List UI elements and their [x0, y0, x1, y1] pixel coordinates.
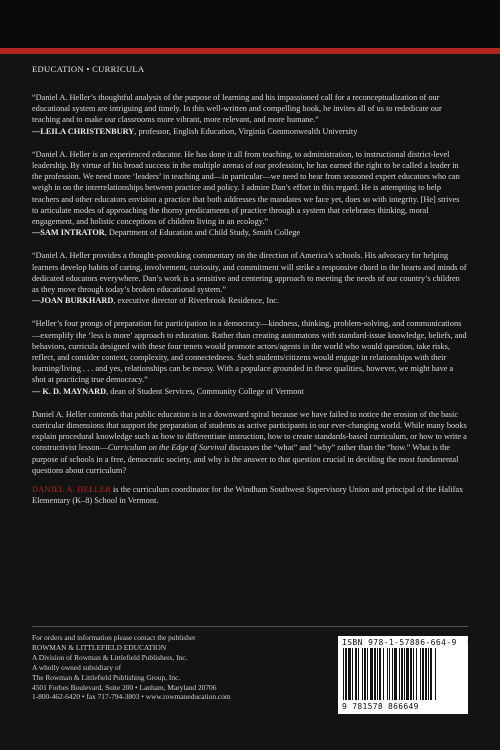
endorsement-text: “Daniel A. Heller’s thoughtful analysis of the purpose of learning and his impassioned call for a reconceptualization of our educational system are intriguing and timely. In this well-written and compelling book, he invites all of us to rededicate our teaching and to make our classrooms more vibrant, more relevant, and more humane.”: [32, 93, 442, 125]
endorser-name: —SAM INTRATOR: [32, 228, 105, 238]
endorsement-attribution: [32, 227, 468, 238]
endorsement-1: [32, 92, 468, 137]
book-category: EDUCATION • CURRICULA: [32, 64, 145, 74]
endorser-affiliation: , executive director of Riverbrook Residence, Inc.: [113, 296, 280, 306]
endorser-affiliation: , dean of Student Services, Community College of Vermont: [106, 386, 304, 396]
endorsement-attribution: [32, 126, 468, 137]
endorsement-4: [32, 318, 468, 396]
accent-stripe: [0, 48, 500, 54]
endorsement-3: [32, 250, 468, 306]
endorsement-2: [32, 149, 468, 239]
isbn-number: ISBN 978-1-57886-664-9 90000: [342, 638, 494, 647]
endorsement-text: “Daniel A. Heller provides a thought-provoking commentary on the direction of America’s schools. His advocacy for helping learners develop habits of caring, involvement, curiosity, and commitment will strike a responsive chord in the hearts and minds of dedicated educators everywhere. Dan’s work is a sensitive and centering approach to meeting the needs of our country’s children as they move through today’s broken educational system.”: [32, 251, 467, 295]
description-text: Daniel A. Heller contends that public education is in a downward spiral because we have failed to notice the erosion of the basic curricular dimensions that support the preparation of students as active participants in our ever-changing world. While many books explain procedural knowledge such as how to differentiate instruction, how to create standards-based curriculum, or how to write a constructivist lesson—: [32, 409, 467, 453]
endorsement-text: “Daniel A. Heller is an experienced educator. He has done it all from teaching, to administration, to instructional district-level leadership. By virtue of his broad success in the multiple arenas of our profession, he has earned the right to be called a leader in the profession. We need more ‘leaders’ in teaching and—in particular—we need to hear from seasoned expert educators who can weigh in on the interrelationships between practice and policy. I admire Dan’s effort in this regard. He is attempting to help teachers and other educators envision a practice that both addresses the mandates we face yet, does so with integrity. [He] strives to articulate modes of approaching the thorny predicaments of practice through a system that celebrates thinking, moral engagement, and holistic conceptions of children living in an ecology.”: [32, 149, 460, 227]
author-bio-text: is the curriculum coordinator for the Windham Southwest Supervisory Union and principal of the Halifax Elementary (K–8) School in Vermont.: [32, 485, 464, 506]
back-cover-text: [32, 92, 468, 507]
endorser-name: — K. D. MAYNARD: [32, 386, 107, 396]
cover-top-band: [0, 0, 500, 48]
isbn-barcode: [338, 636, 494, 714]
author-bio: [32, 484, 468, 506]
endorser-name: —JOAN BURKHARD: [32, 296, 114, 306]
price-code: 90000: [467, 638, 494, 647]
book-description: [32, 409, 468, 476]
author-name: DANIEL A. HELLER: [32, 485, 111, 495]
description-text: discusses the “what” and “why” rather than the “how.” What is the purpose of schools in a free, democratic society, and why is the answer to that question crucial in deciding the most fundamental questions about curriculum?: [32, 443, 459, 475]
barcode-icon: [341, 648, 465, 702]
endorsement-text: “Heller’s four prongs of preparation for participation in a democracy—kindness, thinking, problem-solving, and communications—exemplify the ‘less is more’ approach to education. Rather than creating automatons with standard-issue knowledge, beliefs, and behaviors, curricula designed with these four tenets would promote actors/agents in the world who would question, take risks, reflect, and consider context, complexity, and connectedness. Such students/citizens would engage in relationships with their learning/living . . . and yes, relationships can be messy. With a populace grounded in these qualities, however, we might have a shot at practicing true democracy.”: [32, 319, 467, 385]
section-divider: [32, 626, 468, 627]
endorser-name: —LEILA CHRISTENBURY: [32, 126, 135, 136]
publisher-line: 1-800-462-6420 • fax 717-794-3803 • www.rowmaneducation.com: [32, 692, 231, 702]
publisher-info: [32, 633, 292, 702]
ean-digits: 9 781578 866649: [342, 702, 419, 711]
endorsement-attribution: [32, 295, 468, 306]
publisher-line: A Division of Rowman & Littlefield Publishers, Inc.: [32, 652, 188, 662]
book-title: Curriculum on the Edge of Survival: [107, 443, 227, 453]
publisher-line: The Rowman & Littlefield Publishing Group, Inc.: [32, 672, 181, 682]
endorser-affiliation: , professor, English Education, Virginia Commonwealth University: [134, 126, 358, 136]
endorsement-attribution: [32, 386, 468, 397]
publisher-line: For orders and information please contact the publisher: [32, 633, 196, 642]
publisher-line: A wholly owned subsidiary of: [32, 662, 122, 672]
publisher-line: ROWMAN & LITTLEFIELD EDUCATION: [32, 642, 167, 652]
publisher-line: 4501 Forbes Boulevard, Suite 200 • Lanham, Maryland 20706: [32, 682, 217, 692]
endorser-affiliation: , Department of Education and Child Study, Smith College: [104, 228, 301, 238]
